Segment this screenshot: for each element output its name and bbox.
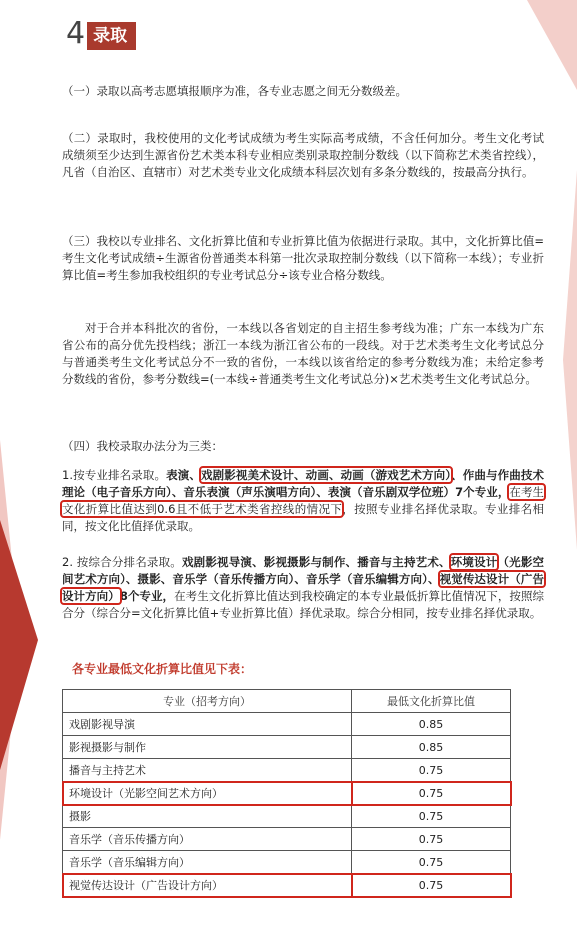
- major-cell: 环境设计（光影空间艺术方向）: [63, 782, 352, 805]
- table-row: [63, 759, 511, 782]
- rule-2-majors: 戏剧影视导演、影视摄影与制作、播音与主持艺术、: [181, 555, 451, 569]
- major-cell: 影视摄影与制作: [63, 736, 352, 759]
- decor-right-side-triangle: [563, 170, 577, 550]
- major-cell: 视觉传达设计（广告设计方向）: [63, 874, 352, 897]
- rule-2-env-design-highlight: 环境设计: [450, 555, 498, 569]
- decor-right-top-triangle: [527, 0, 577, 90]
- rule-1-majors-rest: 、作曲与作曲技术理论（电子音乐方向）、音乐表演（声乐演唱方向）、表演（音乐剧双学位班）7个专业，: [62, 468, 545, 499]
- rule-1-lead: 1.按专业排名录取。: [62, 468, 167, 482]
- table-row: [63, 782, 511, 805]
- major-cell: 音乐学（音乐编辑方向）: [63, 851, 352, 874]
- ratio-cell: 0.85: [352, 736, 511, 759]
- rule-1-major-lead: 表演、: [166, 468, 202, 482]
- section-number: 4: [66, 16, 86, 51]
- ratio-cell: 0.75: [352, 851, 511, 874]
- rule-2-visual-design-highlight: 视觉传达设计（广告设计方向）: [62, 572, 544, 603]
- major-cell: 戏剧影视导演: [63, 713, 352, 736]
- ratio-cell: 0.75: [352, 782, 511, 805]
- paragraph-composite-admission: [62, 554, 544, 622]
- header-major: 专业（招考方向）: [63, 690, 352, 713]
- table-row: [63, 874, 511, 897]
- table-row: [63, 805, 511, 828]
- rule-1-tail: ，按照专业排名择优录取。专业排名相同，按文化比值择优录取。: [62, 502, 545, 533]
- table-row: [63, 828, 511, 851]
- major-cell: 播音与主持艺术: [63, 759, 352, 782]
- ratio-cell: 0.75: [352, 874, 511, 897]
- header-ratio: 最低文化折算比值: [352, 690, 511, 713]
- paragraph-3: （三）我校以专业排名、文化折算比值和专业折算比值为依据进行录取。其中，文化折算比值=考生文化考试成绩÷生源省份普通类本科第一批次录取控制分数线（以下简称一本线）；专业折算比值=考生参加我校组织的专业考试总分÷该专业合格分数线。: [62, 234, 544, 282]
- ratio-cell: 0.75: [352, 805, 511, 828]
- table-row: [63, 851, 511, 874]
- min-ratio-table: [62, 689, 511, 897]
- rule-2-tail: 在考生文化折算比值达到我校确定的本专业最低折算比值情况下，按照综合分（综合分=文化折算比值+专业折算比值）择优录取。综合分相同，按专业排名择优录取。: [62, 589, 544, 620]
- table-title: 各专业最低文化折算比值见下表：: [72, 662, 253, 676]
- paragraph-2: （二）录取时，我校使用的文化考试成绩为考生实际高考成绩，不含任何加分。考生文化考试成绩须至少达到生源省份艺术类本科专业相应类别录取控制分数线（以下简称艺术类省控线），凡省（自治区、直辖市）对艺术类专业文化成绩本科层次划有多条分数线的，按最高分执行。: [62, 131, 544, 179]
- section-title: 录取: [87, 22, 136, 50]
- paragraph-1: （一）录取以高考志愿填报顺序为准，各专业志愿之间无分数级差。: [62, 84, 407, 98]
- rule-2-lead: 2. 按综合分排名录取。: [62, 555, 182, 569]
- rule-1-condition-highlight: 在考生文化折算比值达到0.6且不低于艺术类省控线的情况下: [62, 485, 545, 516]
- decor-left-light-triangle: [0, 440, 20, 840]
- table-row: [63, 713, 511, 736]
- section-heading: [66, 18, 136, 50]
- table-row: [63, 736, 511, 759]
- rule-1-majors-highlight: 戏剧影视美术设计、动画、动画（游戏艺术方向）: [201, 468, 452, 482]
- major-cell: 音乐学（音乐传播方向）: [63, 828, 352, 851]
- paragraph-4: 对于合并本科批次的省份，一本线以各省划定的自主招生参考线为准；广东一本线为广东省公布的高分优先投档线；浙江一本线为浙江省公布的一段线。对于艺术类考生文化考试总分与普通类考生文化考试总分不一致的省份，一本线以该省给定的参考分数线为准；未给定参考分数线的省份，参考分数线=(一本线÷普通类考生文化考试总分)×艺术类考生文化考试总分。: [62, 321, 544, 386]
- paragraph-5: （四）我校录取办法分为三类：: [62, 439, 223, 453]
- major-cell: 摄影: [63, 805, 352, 828]
- rule-2-majors-rest: （光影空间艺术方向）、摄影、音乐学（音乐传播方向）、音乐学（音乐编辑方向）、: [62, 555, 545, 586]
- decor-left-dark-triangle: [0, 520, 38, 770]
- table-header-row: [63, 690, 511, 713]
- paragraph-rank-admission: [62, 467, 544, 535]
- ratio-cell: 0.75: [352, 759, 511, 782]
- ratio-cell: 0.75: [352, 828, 511, 851]
- ratio-cell: 0.85: [352, 713, 511, 736]
- rule-2-count: 8个专业，: [119, 589, 175, 603]
